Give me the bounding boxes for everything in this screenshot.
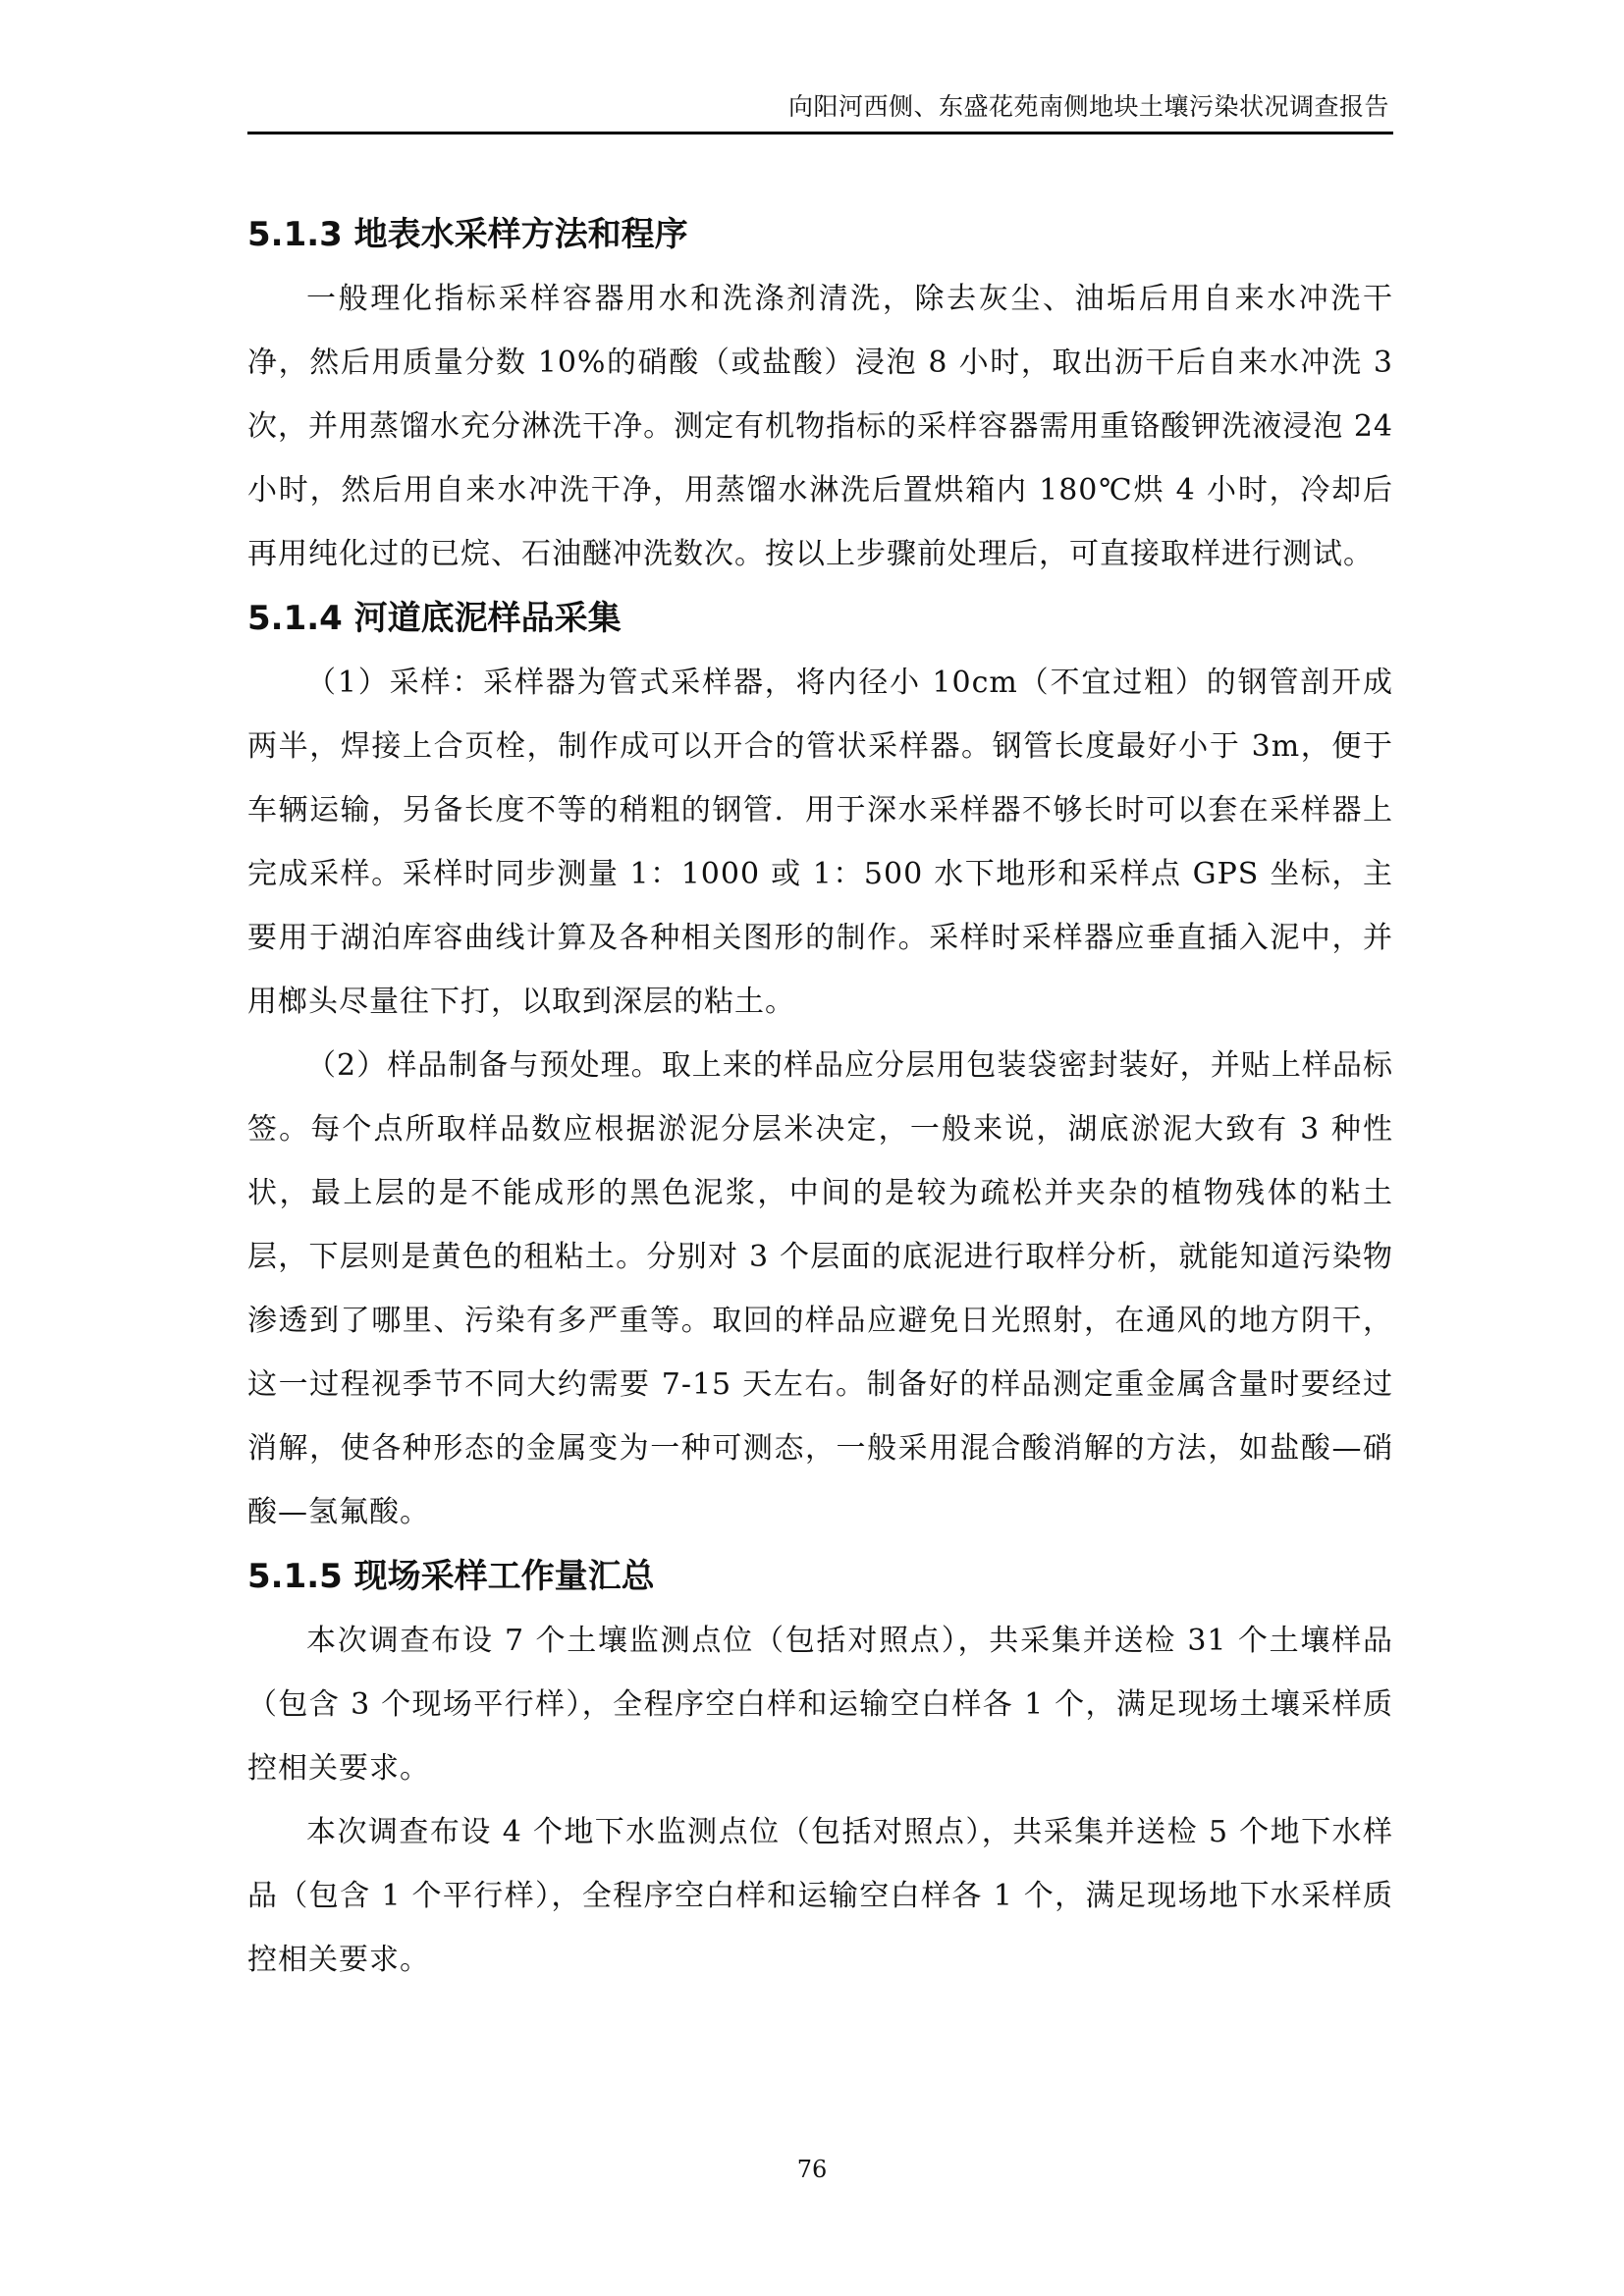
header-title: 向阳河西侧、东盛花苑南侧地块土壤污染状况调查报告: [787, 92, 1389, 121]
paragraph: （2）样品制备与预处理。取上来的样品应分层用包装袋密封装好，并贴上样品标签。每个点所取样品数应根据淤泥分层米决定，一般来说，湖底淤泥大致有 3 种性状，最上层的是不能成形的黑色泥浆，中间的是较为疏松并夹杂的植物残体的粘土层，下层则是黄色的租粘土。分别对 3 个层面的底泥进行取样分析，就能知道污染物渗透到了哪里、污染有多严重等。取回的样品应避免日光照射，在通风的地方阴干，这一过程视季节不同大约需要 7-15 天左右。制备好的样品测定重金属含量时要经过消解，使各种形态的金属变为一种可测态，一般采用混合酸消解的方法，如盐酸—硝酸—氢氟酸。: [247, 1048, 1393, 1529]
section-heading: 5.1.3 地表水采样方法和程序: [247, 215, 688, 254]
page-header: [247, 92, 1393, 134]
section-heading: 5.1.5 现场采样工作量汇总: [247, 1557, 655, 1596]
section-heading: 5.1.4 河道底泥样品采集: [247, 599, 622, 638]
section-5-1-4: [247, 586, 1393, 1544]
page-number: 76: [796, 2156, 828, 2183]
paragraph: 一般理化指标采样容器用水和洗涤剂清洗，除去灰尘、油垢后用自来水冲洗干净，然后用质量分数 10%的硝酸（或盐酸）浸泡 8 小时，取出沥干后自来水冲洗 3 次，并用蒸馏水充分淋洗干净。测定有机物指标的采样容器需用重铬酸钾洗液浸泡 24 小时，然后用自来水冲洗干净，用蒸馏水淋洗后置烘箱内 180℃烘 4 小时，冷却后再用纯化过的已烷、石油醚冲洗数次。按以上步骤前处理后，可直接取样进行测试。: [247, 282, 1393, 571]
paragraph: 本次调查布设 4 个地下水监测点位（包括对照点），共采集并送检 5 个地下水样品（包含 1 个平行样），全程序空白样和运输空白样各 1 个，满足现场地下水采样质控相关要求。: [247, 1815, 1393, 1977]
section-5-1-3: [247, 202, 1393, 586]
paragraph: 本次调查布设 7 个土壤监测点位（包括对照点），共采集并送检 31 个土壤样品（包含 3 个现场平行样），全程序空白样和运输空白样各 1 个，满足现场土壤采样质控相关要求。: [247, 1624, 1393, 1786]
paragraph: （1）采样：采样器为管式采样器，将内径小 10cm（不宜过粗）的钢管剖开成两半，焊接上合页栓，制作成可以开合的管状采样器。钢管长度最好小于 3m，便于车辆运输，另备长度不等的稍粗的钢管．用于深水采样器不够长时可以套在采样器上完成采样。采样时同步测量 1：1000 或 1：500 水下地形和采样点 GPS 坐标，主要用于湖泊库容曲线计算及各种相关图形的制作。采样时采样器应垂直插入泥中，并用榔头尽量往下打，以取到深层的粘土。: [247, 666, 1393, 1019]
page-body: [247, 202, 1393, 1992]
section-5-1-5: [247, 1544, 1393, 1992]
